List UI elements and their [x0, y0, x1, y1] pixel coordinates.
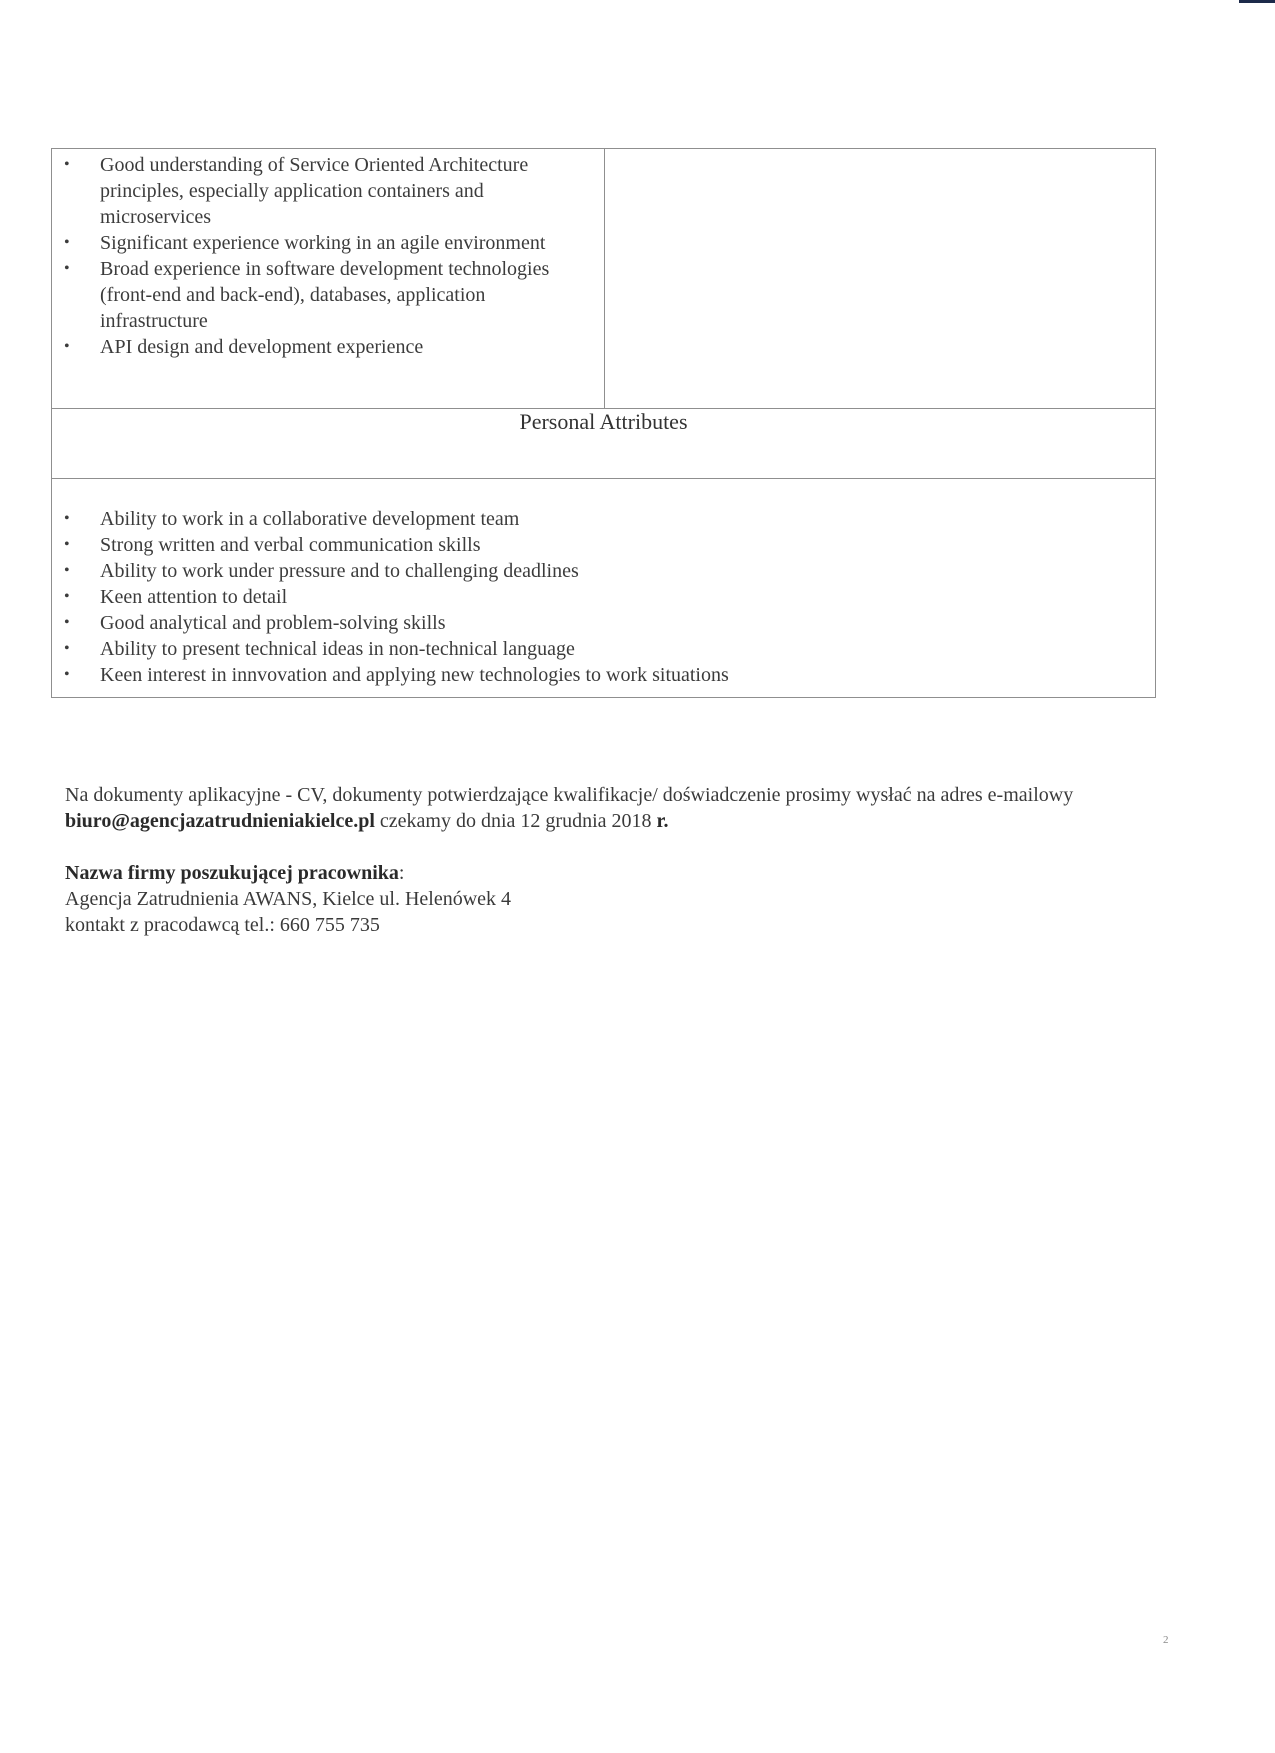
attribute-item: • Ability to work in a collaborative development team	[52, 506, 1155, 532]
application-paragraph	[65, 782, 1150, 834]
skill-item: • Good understanding of Service Oriented Architecture principles, especially application containers and microservices	[52, 152, 592, 230]
application-info	[65, 782, 1150, 938]
company-contact: kontakt z pracodawcą tel.: 660 755 735	[65, 914, 380, 936]
company-name: Agencja Zatrudnienia AWANS, Kielce ul. Helenówek 4	[65, 888, 512, 910]
attributes-list	[52, 479, 1155, 688]
attribute-item: • Good analytical and problem-solving skills	[52, 610, 1155, 636]
deadline-suffix: r.	[656, 810, 669, 832]
personal-attributes-heading: Personal Attributes	[52, 409, 1156, 479]
skills-list	[52, 149, 604, 360]
company-label-line	[65, 860, 1150, 886]
attributes-heading-row	[52, 409, 1156, 479]
attributes-row	[52, 479, 1156, 698]
attribute-item: • Keen attention to detail	[52, 584, 1155, 610]
company-label-colon: :	[398, 862, 405, 884]
attribute-item: • Keen interest in innvovation and applying new technologies to work situations	[52, 662, 1155, 688]
attributes-cell	[52, 479, 1156, 698]
skill-item: • Significant experience working in an agile environment	[52, 230, 592, 256]
skill-item: • Broad experience in software development technologies (front-end and back-end), databases, application infrastructure	[52, 256, 592, 334]
attribute-item: • Strong written and verbal communication skills	[52, 532, 1155, 558]
corner-scan-mark	[1239, 0, 1275, 3]
attribute-item: • Ability to work under pressure and to challenging deadlines	[52, 558, 1155, 584]
company-label: Nazwa firmy poszukującej pracownika	[65, 862, 399, 884]
deadline-text: czekamy do dnia 12 grudnia 2018	[374, 810, 657, 832]
page-number: 2	[1163, 1634, 1169, 1646]
skill-item: • API design and development experience	[52, 334, 592, 360]
application-text: Na dokumenty aplikacyjne - CV, dokumenty potwierdzające kwalifikacje/ doświadczenie prosimy wysłać na adres e-mailowy	[65, 784, 1074, 806]
empty-cell	[605, 149, 1156, 409]
email-address: biuro@agencjazatrudnieniakielce.pl	[65, 810, 375, 832]
skills-cell	[52, 149, 605, 409]
skills-row	[52, 149, 1156, 409]
attribute-item: • Ability to present technical ideas in non-technical language	[52, 636, 1155, 662]
requirements-table	[51, 148, 1156, 698]
